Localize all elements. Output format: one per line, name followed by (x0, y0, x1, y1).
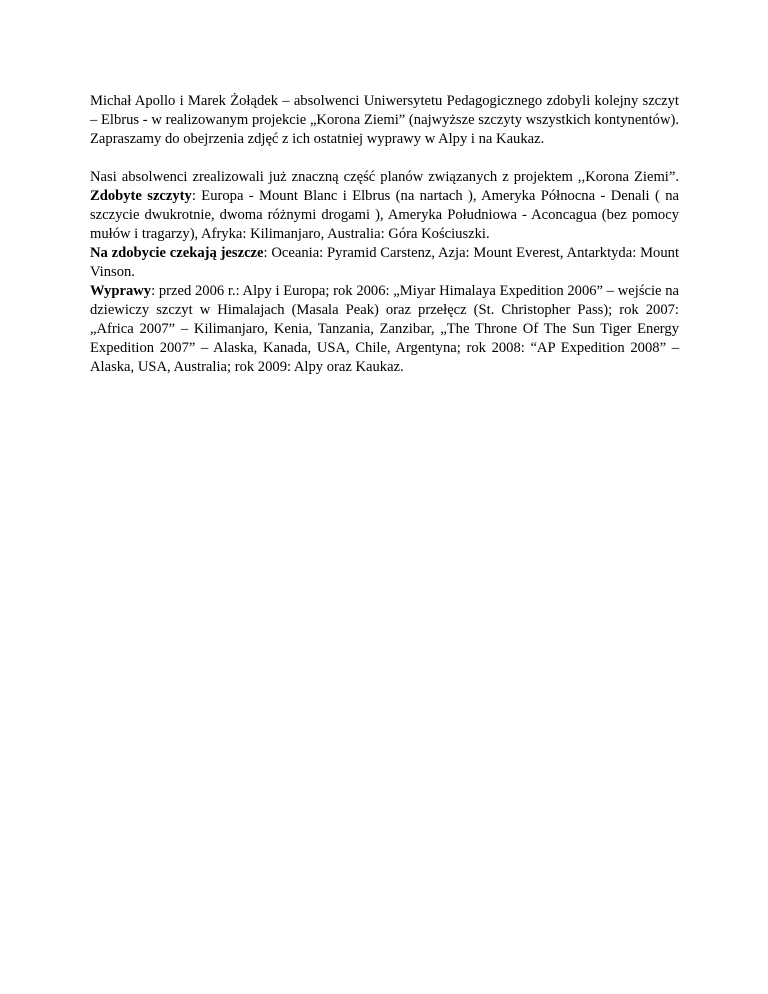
achievements-intro-text: Nasi absolwenci zrealizowali już znaczną część planów związanych z projektem ,,Korona Ziemi”. (90, 169, 679, 185)
paragraph-gap (90, 149, 679, 168)
intro-text: Michał Apollo i Marek Żołądek – absolwenci Uniwersytetu Pedagogicznego zdobyli kolejny szczyt – Elbrus - w realizowanym projekcie „Korona Ziemi” (najwyższe szczyty wszystkich kontynentów). Zapraszamy do obejrzenia zdjęć z ich ostatniej wyprawy w Alpy i na Kaukaz. (90, 93, 679, 147)
conquered-peaks-text: : Europa - Mount Blanc i Elbrus (na nartach ), Ameryka Północna - Denali ( na szczycie dwukrotnie, dwoma różnymi drogami ), Ameryka Południowa - Aconcagua (bez pomocy mułów i tragarzy), Afryka: Kilimanjaro, Australia: Góra Kościuszki. (90, 188, 679, 242)
expeditions-text: : przed 2006 r.: Alpy i Europa; rok 2006: „Miyar Himalaya Expedition 2006” – wejście na dziewiczy szczyt w Himalajach (Masala Peak) oraz przełęcz (St. Christopher Pass); rok 2007: „Africa 2007” – Kilimanjaro, Kenia, Tanzania, Zanzibar, „The Throne Of The Sun Tiger Energy Expedition 2007” – Alaska, Kanada, USA, Chile, Argentyna; rok 2008: “AP Expedition 2008” – Alaska, USA, Australia; rok 2009: Alpy oraz Kaukaz. (90, 283, 679, 375)
achievements-paragraph (90, 168, 679, 244)
remaining-peaks-text: : Oceania: Pyramid Carstenz, Azja: Mount Everest, Antarktyda: Mount Vinson. (90, 245, 679, 280)
remaining-peaks-label: Na zdobycie czekają jeszcze (90, 245, 264, 261)
document-body (90, 92, 679, 377)
intro-paragraph (90, 92, 679, 149)
expeditions-label: Wyprawy (90, 283, 152, 299)
remaining-paragraph (90, 244, 679, 282)
conquered-peaks-label: Zdobyte szczyty (90, 188, 192, 204)
expeditions-paragraph (90, 282, 679, 377)
